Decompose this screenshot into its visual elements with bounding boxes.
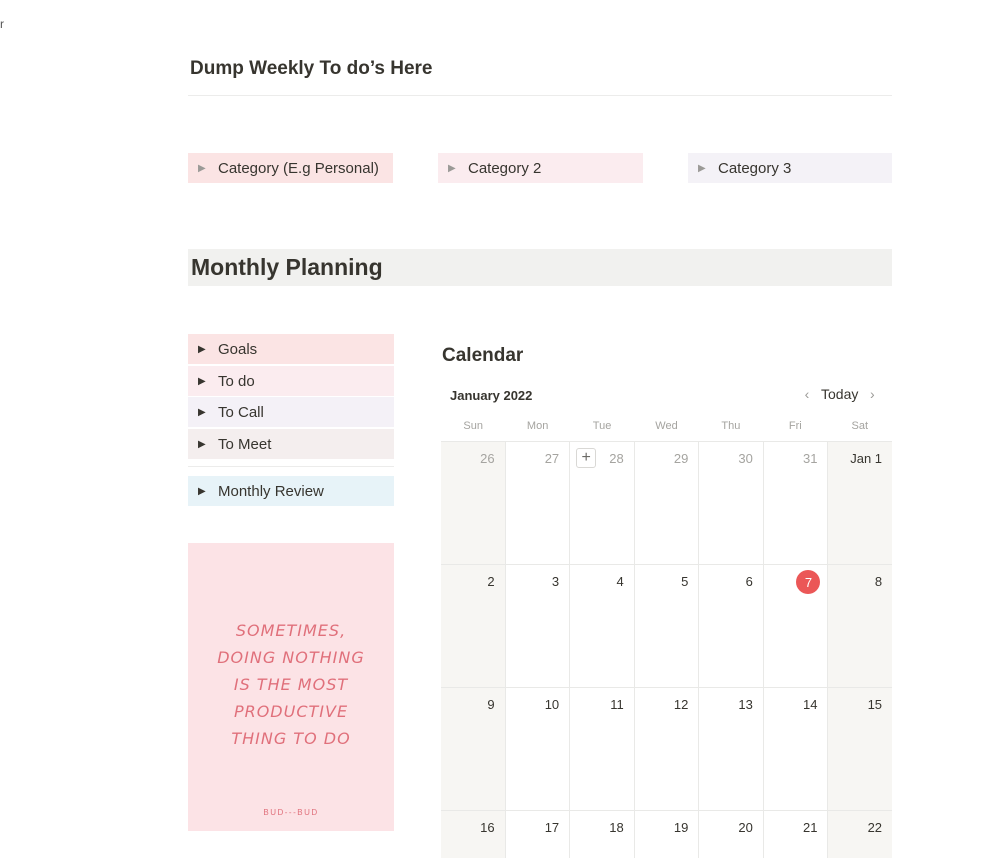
- toggle-label: To Meet: [218, 435, 272, 453]
- toggle-monthly-review[interactable]: [188, 476, 394, 506]
- triangle-right-icon[interactable]: ▶: [198, 485, 206, 497]
- calendar-day[interactable]: [505, 688, 570, 810]
- toggle-goals[interactable]: [188, 334, 394, 364]
- calendar-day[interactable]: [569, 442, 634, 564]
- calendar-day[interactable]: [698, 688, 763, 810]
- calendar-week: [441, 811, 892, 858]
- calendar-day[interactable]: [827, 811, 892, 858]
- calendar-day[interactable]: [634, 811, 699, 858]
- triangle-right-icon[interactable]: ▶: [198, 406, 206, 418]
- toggle-to-do[interactable]: [188, 366, 394, 396]
- day-number: 27: [544, 451, 560, 466]
- day-number: 13: [738, 697, 753, 712]
- toggle-to-meet[interactable]: [188, 429, 394, 459]
- category-toggle-2[interactable]: [438, 153, 643, 183]
- weekday-label: Thu: [721, 420, 741, 432]
- calendar-day[interactable]: [634, 688, 699, 810]
- chevron-right-icon[interactable]: ›: [870, 386, 875, 402]
- triangle-right-icon[interactable]: ▶: [198, 162, 206, 174]
- day-number: 22: [867, 820, 883, 835]
- triangle-right-icon[interactable]: ▶: [448, 162, 456, 174]
- calendar-day[interactable]: [441, 442, 505, 564]
- calendar-day[interactable]: [763, 688, 828, 810]
- calendar-week: [441, 688, 892, 811]
- calendar-grid: [441, 441, 892, 858]
- day-number: 14: [803, 697, 818, 712]
- quote-line: SOMETIMES,: [235, 621, 347, 640]
- toggle-label: To Call: [218, 403, 264, 421]
- category-label: Category (E.g Personal): [218, 159, 379, 177]
- monthly-planning-heading: [188, 249, 892, 286]
- divider: [188, 95, 892, 96]
- day-number: 30: [738, 451, 753, 466]
- calendar-day[interactable]: [441, 565, 505, 687]
- day-number: 2: [487, 574, 495, 589]
- calendar-day[interactable]: [763, 442, 828, 564]
- day-number: 26: [480, 451, 495, 466]
- calendar-day[interactable]: [569, 811, 634, 858]
- calendar-day[interactable]: [569, 565, 634, 687]
- toggle-label: Monthly Review: [218, 482, 324, 500]
- calendar-day[interactable]: [827, 442, 892, 564]
- quote-line: IS THE MOST: [233, 675, 349, 694]
- monthly-heading-text: Monthly Planning: [191, 254, 383, 280]
- calendar-day[interactable]: [698, 565, 763, 687]
- day-number: 19: [673, 820, 689, 835]
- category-label: Category 3: [718, 159, 792, 177]
- calendar-nav: [800, 386, 879, 402]
- day-number: 6: [745, 574, 753, 589]
- triangle-right-icon[interactable]: ▶: [198, 375, 206, 387]
- day-number: 12: [673, 697, 689, 712]
- chevron-left-icon[interactable]: ‹: [804, 386, 810, 402]
- weekly-heading: Dump Weekly To do’s Here: [190, 58, 433, 79]
- category-label: Category 2: [468, 159, 542, 177]
- day-number: 8: [874, 574, 883, 589]
- today-button[interactable]: Today: [821, 386, 859, 402]
- category-toggle-3[interactable]: [688, 153, 892, 183]
- calendar-day[interactable]: [827, 565, 892, 687]
- toggle-label: To do: [218, 372, 255, 390]
- calendar-day[interactable]: [569, 688, 634, 810]
- day-number: 20: [738, 820, 753, 835]
- day-number: 18: [609, 820, 624, 835]
- divider: [188, 466, 394, 467]
- quote-line: THING TO DO: [231, 729, 351, 748]
- day-number: 15: [867, 697, 883, 712]
- calendar-title: Calendar: [442, 345, 524, 366]
- day-number: Jan 1: [850, 451, 883, 466]
- weekday-label: Tue: [592, 420, 612, 432]
- day-number: 10: [544, 697, 560, 712]
- triangle-right-icon[interactable]: ▶: [698, 162, 706, 174]
- day-number: 17: [544, 820, 560, 835]
- day-number: 16: [480, 820, 495, 835]
- calendar-day[interactable]: [634, 565, 699, 687]
- calendar-month: January 2022: [450, 388, 533, 403]
- calendar-day[interactable]: [505, 565, 570, 687]
- weekday-label: Sun: [463, 420, 483, 432]
- day-number: 5: [681, 574, 689, 589]
- day-number: 21: [803, 820, 818, 835]
- stray-text: r: [0, 17, 4, 31]
- day-number: 11: [610, 697, 624, 712]
- calendar-day[interactable]: [763, 811, 828, 858]
- weekday-label: Sat: [851, 420, 868, 432]
- quote-image: [188, 543, 394, 831]
- calendar-day-today[interactable]: [763, 565, 828, 687]
- weekday-label: Mon: [526, 420, 549, 432]
- calendar-day[interactable]: [441, 688, 505, 810]
- quote-brand: BUD---BUD: [263, 808, 319, 817]
- today-badge: 7: [796, 570, 820, 594]
- calendar-day[interactable]: [698, 442, 763, 564]
- toggle-label: Goals: [218, 340, 258, 358]
- category-toggle-personal[interactable]: [188, 153, 393, 183]
- calendar-day[interactable]: [698, 811, 763, 858]
- weekday-label: Wed: [655, 420, 678, 432]
- quote-line: DOING NOTHING: [217, 648, 365, 667]
- triangle-right-icon[interactable]: ▶: [198, 438, 206, 450]
- day-number: 29: [673, 451, 689, 466]
- weekday-header: [441, 420, 892, 432]
- weekday-label: Fri: [788, 420, 802, 432]
- day-number: 9: [487, 697, 495, 712]
- calendar-day[interactable]: [441, 811, 505, 858]
- calendar-day[interactable]: [505, 811, 570, 858]
- day-number: 4: [616, 574, 624, 589]
- day-number: 3: [551, 574, 560, 589]
- quote-line: PRODUCTIVE: [233, 702, 349, 721]
- calendar-week: [441, 442, 892, 565]
- quote-text: [188, 617, 394, 752]
- calendar-day[interactable]: [827, 688, 892, 810]
- toggle-to-call[interactable]: [188, 397, 394, 427]
- calendar-week: [441, 565, 892, 688]
- calendar-day[interactable]: [634, 442, 699, 564]
- add-event-button[interactable]: +: [576, 448, 596, 468]
- triangle-right-icon[interactable]: ▶: [198, 343, 206, 355]
- calendar-day[interactable]: [505, 442, 570, 564]
- day-number: 31: [803, 451, 818, 466]
- day-number: 28: [609, 451, 624, 466]
